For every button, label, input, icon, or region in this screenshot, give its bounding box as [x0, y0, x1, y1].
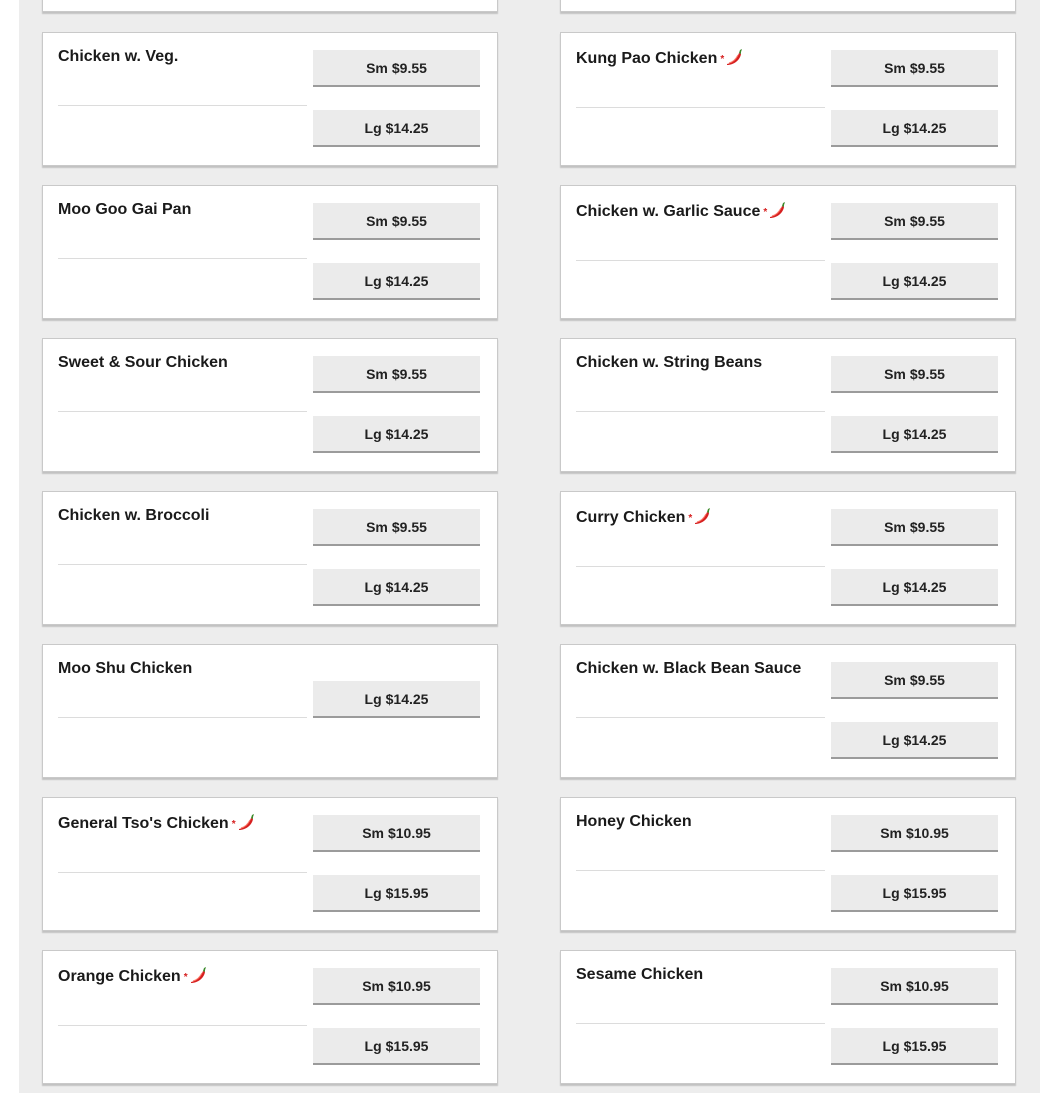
price-label: $9.55	[391, 518, 427, 535]
chili-pepper-icon	[188, 966, 208, 984]
menu-item-card	[560, 185, 1016, 319]
menu-item-name	[576, 509, 826, 527]
price-label: $14.25	[385, 578, 429, 595]
chili-pepper-icon	[236, 813, 256, 831]
menu-item-name	[576, 813, 826, 831]
divider	[58, 258, 307, 259]
small-price-button[interactable]	[831, 50, 998, 87]
spicy-indicator	[232, 813, 256, 831]
chili-pepper-icon	[767, 201, 787, 219]
price-label: $14.25	[903, 731, 947, 748]
small-price-button[interactable]	[313, 203, 480, 240]
spicy-indicator	[184, 966, 208, 984]
menu-card-partial	[560, 0, 1016, 12]
large-price-button[interactable]	[313, 681, 480, 718]
price-label: $9.55	[391, 212, 427, 229]
menu-item-card	[42, 797, 498, 931]
price-label: $9.55	[909, 212, 945, 229]
divider	[576, 717, 825, 718]
divider	[576, 260, 825, 261]
menu-item-name-text: Chicken w. Broccoli	[58, 507, 210, 524]
small-price-button[interactable]	[831, 203, 998, 240]
price-label: $14.25	[903, 578, 947, 595]
divider	[58, 411, 307, 412]
price-label: $9.55	[909, 59, 945, 76]
price-label: $10.95	[387, 977, 431, 994]
menu-item-name	[576, 354, 826, 372]
size-label: Sm	[366, 59, 388, 76]
divider	[576, 107, 825, 108]
menu-item-name-text: Chicken w. String Beans	[576, 354, 763, 371]
price-label: $15.95	[385, 884, 429, 901]
spicy-star-icon: *	[183, 972, 188, 983]
size-label: Sm	[366, 365, 388, 382]
price-label: $15.95	[903, 884, 947, 901]
large-price-button[interactable]	[831, 875, 998, 912]
menu-item-card	[560, 32, 1016, 166]
price-label: $14.25	[903, 272, 947, 289]
size-label: Sm	[884, 365, 906, 382]
size-label: Sm	[362, 977, 384, 994]
menu-item-card	[560, 491, 1016, 625]
menu-item-name-text: Curry Chicken	[576, 509, 686, 526]
price-label: $10.95	[387, 824, 431, 841]
price-label: $10.95	[905, 977, 949, 994]
small-price-button[interactable]	[831, 815, 998, 852]
size-label: Lg	[364, 272, 382, 289]
large-price-button[interactable]	[313, 569, 480, 606]
size-label: Sm	[884, 59, 906, 76]
large-price-button[interactable]	[831, 110, 998, 147]
size-label: Lg	[364, 425, 382, 442]
size-label: Lg	[364, 690, 382, 707]
large-price-button[interactable]	[313, 1028, 480, 1065]
price-label: $9.55	[391, 365, 427, 382]
menu-item-card	[42, 644, 498, 778]
large-price-button[interactable]	[831, 1028, 998, 1065]
menu-item-name-text: Orange Chicken	[58, 968, 181, 985]
menu-item-name-text: Chicken w. Black Bean Sauce	[576, 660, 802, 677]
divider	[58, 564, 307, 565]
spicy-indicator	[763, 201, 787, 219]
price-label: $15.95	[903, 1037, 947, 1054]
size-label: Sm	[884, 518, 906, 535]
small-price-button[interactable]	[831, 356, 998, 393]
size-label: Lg	[882, 1037, 900, 1054]
large-price-button[interactable]	[313, 263, 480, 300]
menu-item-name-text: General Tso's Chicken	[58, 815, 229, 832]
divider	[576, 1023, 825, 1024]
spicy-star-icon: *	[763, 207, 768, 218]
menu-item-name	[576, 660, 826, 678]
divider	[58, 105, 307, 106]
size-label: Sm	[880, 824, 902, 841]
menu-item-name	[58, 48, 308, 66]
menu-item-name-text: Chicken w. Veg.	[58, 48, 179, 65]
chili-pepper-icon	[724, 48, 744, 66]
small-price-button[interactable]	[831, 509, 998, 546]
size-label: Sm	[366, 518, 388, 535]
small-price-button[interactable]	[313, 509, 480, 546]
menu-item-name	[58, 968, 308, 986]
price-label: $14.25	[903, 425, 947, 442]
menu-item-card	[42, 338, 498, 472]
divider	[58, 872, 307, 873]
menu-item-name-text: Kung Pao Chicken	[576, 50, 718, 67]
size-label: Lg	[364, 884, 382, 901]
small-price-button[interactable]	[831, 662, 998, 699]
menu-item-name-text: Sweet & Sour Chicken	[58, 354, 228, 371]
large-price-button[interactable]	[313, 416, 480, 453]
size-label: Sm	[884, 671, 906, 688]
size-label: Lg	[882, 884, 900, 901]
menu-item-name	[58, 201, 308, 219]
menu-item-card	[42, 950, 498, 1084]
price-label: $9.55	[909, 365, 945, 382]
size-label: Sm	[362, 824, 384, 841]
divider	[58, 717, 307, 718]
menu-item-card	[560, 644, 1016, 778]
divider	[576, 411, 825, 412]
menu-item-name	[576, 50, 826, 68]
menu-item-name-text: Moo Goo Gai Pan	[58, 201, 192, 218]
large-price-button[interactable]	[831, 263, 998, 300]
large-price-button[interactable]	[831, 416, 998, 453]
spicy-star-icon: *	[231, 819, 236, 830]
size-label: Lg	[364, 578, 382, 595]
menu-item-card	[42, 185, 498, 319]
price-label: $14.25	[903, 119, 947, 136]
price-label: $9.55	[909, 671, 945, 688]
divider	[576, 566, 825, 567]
price-label: $15.95	[385, 1037, 429, 1054]
menu-item-card	[560, 950, 1016, 1084]
small-price-button[interactable]	[313, 50, 480, 87]
small-price-button[interactable]	[831, 968, 998, 1005]
size-label: Sm	[884, 212, 906, 229]
menu-item-name	[58, 660, 308, 678]
spicy-star-icon: *	[688, 513, 693, 524]
menu-item-card	[42, 32, 498, 166]
small-price-button[interactable]	[313, 815, 480, 852]
size-label: Lg	[882, 578, 900, 595]
price-label: $14.25	[385, 119, 429, 136]
menu-item-name-text: Sesame Chicken	[576, 966, 704, 983]
spicy-star-icon: *	[720, 54, 725, 65]
spicy-indicator	[688, 507, 712, 525]
divider	[58, 1025, 307, 1026]
price-label: $14.25	[385, 272, 429, 289]
large-price-button[interactable]	[831, 722, 998, 759]
price-label: $9.55	[391, 59, 427, 76]
menu-item-name	[576, 203, 826, 221]
menu-item-card	[42, 491, 498, 625]
menu-item-name-text: Moo Shu Chicken	[58, 660, 193, 677]
menu-item-name-text: Honey Chicken	[576, 813, 692, 830]
price-label: $10.95	[905, 824, 949, 841]
large-price-button[interactable]	[831, 569, 998, 606]
menu-item-card	[560, 797, 1016, 931]
size-label: Lg	[882, 731, 900, 748]
menu-item-name	[576, 966, 826, 984]
chili-pepper-icon	[692, 507, 712, 525]
small-price-button[interactable]	[313, 356, 480, 393]
menu-item-name	[58, 507, 308, 525]
price-label: $9.55	[909, 518, 945, 535]
size-label: Lg	[882, 272, 900, 289]
price-label: $14.25	[385, 690, 429, 707]
large-price-button[interactable]	[313, 110, 480, 147]
menu-item-name-text: Chicken w. Garlic Sauce	[576, 203, 761, 220]
price-label: $14.25	[385, 425, 429, 442]
spicy-indicator	[720, 48, 744, 66]
size-label: Lg	[364, 119, 382, 136]
menu-item-card	[560, 338, 1016, 472]
large-price-button[interactable]	[313, 875, 480, 912]
menu-item-name	[58, 815, 308, 833]
size-label: Lg	[882, 119, 900, 136]
size-label: Sm	[366, 212, 388, 229]
menu-card-partial	[42, 0, 498, 12]
divider	[576, 870, 825, 871]
size-label: Lg	[364, 1037, 382, 1054]
menu-item-name	[58, 354, 308, 372]
small-price-button[interactable]	[313, 968, 480, 1005]
size-label: Lg	[882, 425, 900, 442]
size-label: Sm	[880, 977, 902, 994]
